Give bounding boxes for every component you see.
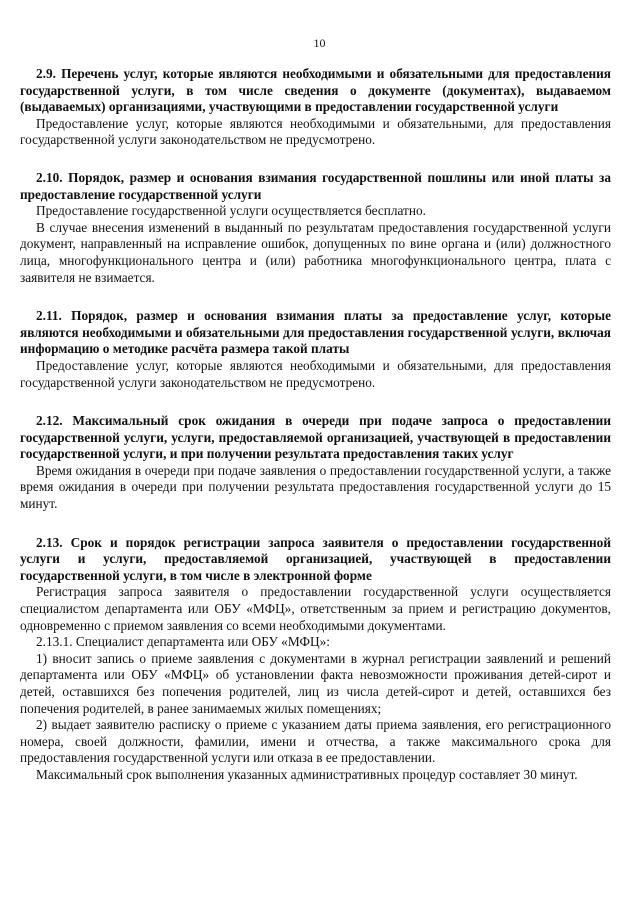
section-heading: 2.9. Перечень услуг, которые являются необходимыми и обязательными для предоставления государственной услуги, в том числе сведения о документе (документах), выдаваемом (выдаваемых) организациями, участвующими в предоставлении государственной услуги <box>20 66 611 115</box>
paragraph: Предоставление услуг, которые являются необходимыми и обязательными, для предоставления государственной услуги законодательством не предусмотрено. <box>20 357 611 390</box>
section-2-13 <box>20 535 611 784</box>
section-heading: 2.10. Порядок, размер и основания взимания государственной пошлины или иной платы за предоставление государственной услуги <box>20 169 611 202</box>
section-2-10 <box>20 170 611 286</box>
paragraph: Время ожидания в очереди при подаче заявления о предоставлении государственной услуги, а также время ожидания в очереди при получении результата предоставления государственной услуги до 15 минут. <box>20 462 611 512</box>
section-2-9 <box>20 66 611 149</box>
section-2-12 <box>20 413 611 513</box>
paragraph: 1) вносит запись о приеме заявления с документами в журнал регистрации заявлений и решений департамента или ОБУ «МФЦ» об установлении факта невозможности проживания детей-сирот и детей, оставшихся без попечения родителей, лиц из числа детей-сирот и детей, оставшихся без попечения родителей, в ранее занимаемых жилых помещениях; <box>20 650 611 716</box>
section-2-11 <box>20 308 611 391</box>
paragraph: Предоставление услуг, которые являются необходимыми и обязательными, для предоставления государственной услуги законодательством не предусмотрено. <box>20 115 611 148</box>
section-heading: 2.11. Порядок, размер и основания взимания платы за предоставление услуг, которые являются необходимыми и обязательными для предоставления государственной услуги, включая информацию о методике расчёта размера такой платы <box>20 308 611 357</box>
paragraph: В случае внесения изменений в выданный по результатам предоставления государственной услуги документ, направленный на исправление ошибок, допущенных по вине органа и (или) должностного лица, многофункционального центра и (или) работника многофункционального центра, плата с заявителя не взимается. <box>20 219 611 285</box>
page-number: 10 <box>313 36 326 50</box>
document-body <box>20 66 611 784</box>
paragraph: Максимальный срок выполнения указанных административных процедур составляет 30 минут. <box>36 766 578 782</box>
section-heading: 2.13. Срок и порядок регистрации запроса заявителя о предоставлении государственной услуги и услуги, предоставляемой организацией, участвующей в предоставлении государственной услуги, в том числе в электронной форме <box>20 534 611 583</box>
paragraph: 2) выдает заявителю расписку о приеме с указанием даты приема заявления, его регистрационного номера, своей должности, фамилии, имени и отчества, а также максимального срока для предоставления государственной услуги или отказа в ее предоставлении. <box>20 717 611 766</box>
section-heading: 2.12. Максимальный срок ожидания в очереди при подаче запроса о предоставлении государственной услуги, услуги, предоставляемой организацией, участвующей в предоставлении государственной услуги, и при получении результата предоставления таких услуг <box>20 413 611 462</box>
paragraph: Регистрация запроса заявителя о предоставлении государственной услуги осуществляется специалистом департамента или ОБУ «МФЦ», ответственным за прием и регистрацию документов, одновременно с приемом заявления со всеми необходимыми документами. <box>20 584 611 633</box>
paragraph: 2.13.1. Специалист департамента или ОБУ «МФЦ»: <box>36 634 330 650</box>
paragraph: Предоставление государственной услуги осуществляется бесплатно. <box>36 203 426 219</box>
